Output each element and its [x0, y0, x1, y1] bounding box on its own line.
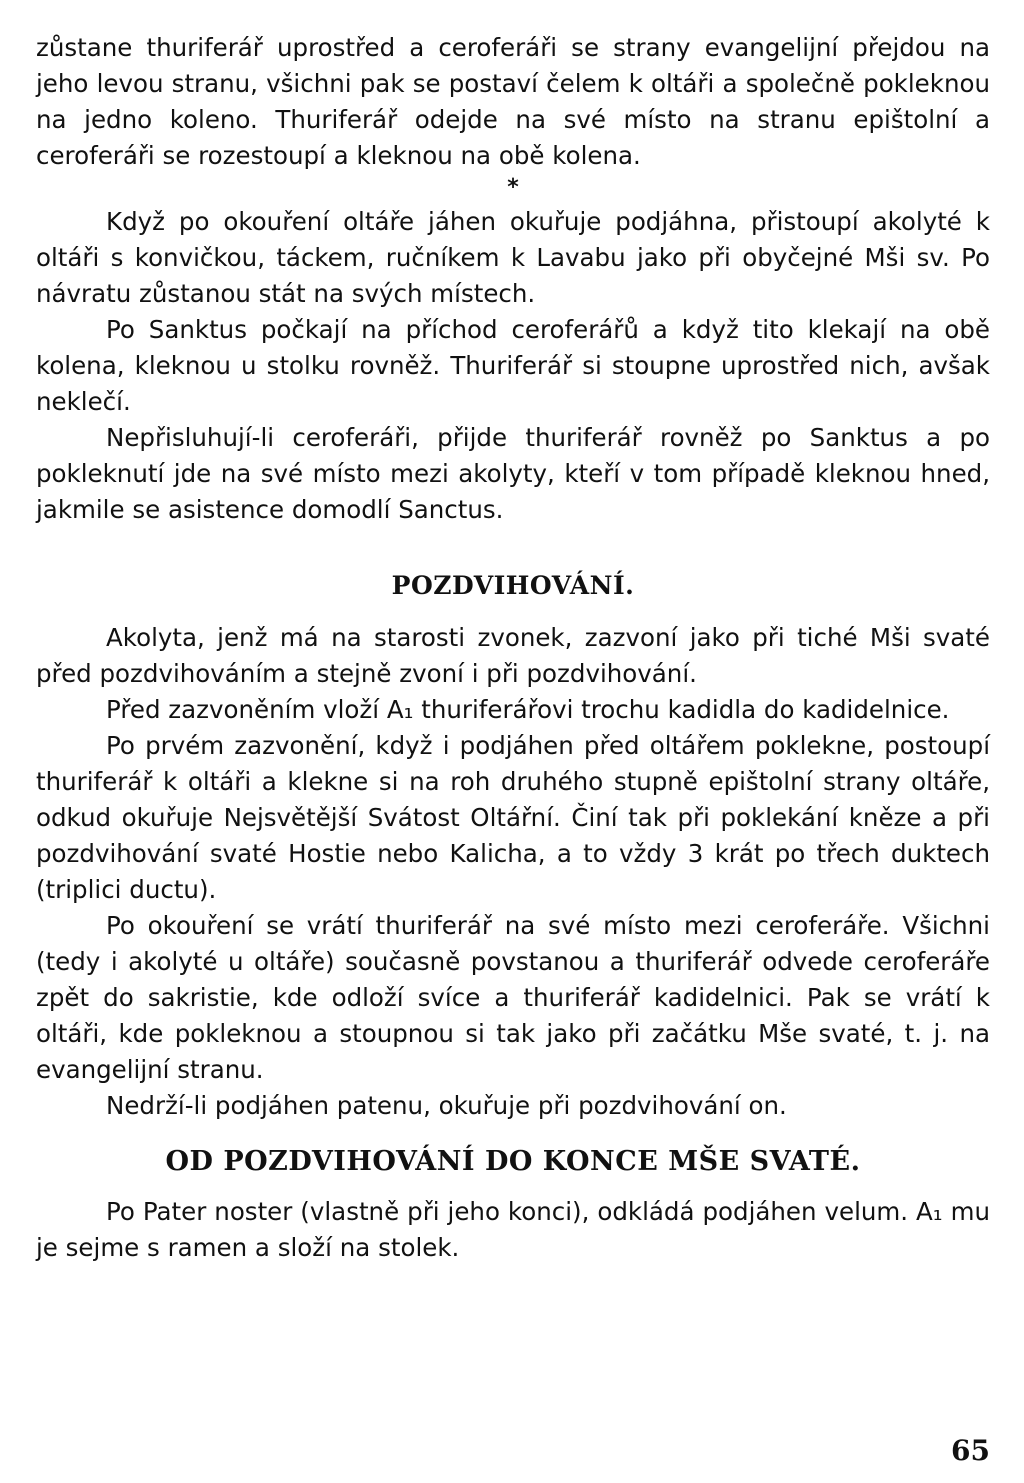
paragraph-paten: Nedrží-li podjáhen patenu, okuřuje při pozdvihování on.: [106, 1091, 787, 1120]
paragraph-incense: Před zazvoněním vloží A₁ thuriferářovi trochu kadidla do kadidelnice.: [106, 695, 950, 724]
paragraph-first-ring: Po prvém zazvonění, když i podjáhen před oltářem poklekne, postoupí thuriferář k oltáři a klekne si na roh druhého stupně epištolní strany oltáře, odkud okuřuje Nejsvětější Svátost Oltářní. Činí tak při poklekání kněze a při pozdvihování svaté Hostie nebo Kalicha, a to vždy 3 krát po třech duktech (triplici ductu).: [36, 731, 990, 904]
separator-asterisk: *: [507, 175, 519, 200]
paragraph-return: Po okouření se vrátí thuriferář na své místo mezi ceroferáře. Všichni (tedy i akolyté u oltáře) současně povstanou a thuriferář odvede ceroferáře zpět do sakristie, kde odloží svíce a thuriferář kadidelnici. Pak se vrátí k oltáři, kde pokleknou a stoupnou si tak jako při začátku Mše svaté, t. j. na evangelijní stranu.: [36, 911, 990, 1084]
page-number: 65: [951, 1434, 990, 1467]
section-heading-end-of-mass: OD POZDVIHOVÁNÍ DO KONCE MŠE SVATÉ.: [165, 1146, 861, 1177]
paragraph-continuation: zůstane thuriferář uprostřed a ceroferáři se strany evangelijní přejdou na jeho levou stranu, všichni pak se postaví čelem k oltáři a společně pokleknou na jedno koleno. Thuriferář odejde na své místo na stranu epištolní a ceroferáři se rozestoupí a kleknou na obě kolena.: [36, 33, 990, 170]
paragraph-sanktus: Po Sanktus počkají na příchod ceroferářů a když tito klekají na obě kolena, kleknou u stolku rovněž. Thuriferář si stoupne uprostřed nich, avšak neklečí.: [36, 315, 990, 416]
paragraph-pater-noster: Po Pater noster (vlastně při jeho konci), odkládá podjáhen velum. A₁ mu je sejme s ramen a složí na stolek.: [36, 1197, 990, 1262]
paragraph-bell: Akolyta, jenž má na starosti zvonek, zazvoní jako při tiché Mši svaté před pozdvihováním a stejně zvoní i při pozdvihování.: [36, 623, 990, 688]
paragraph-no-ceroferars: Nepřisluhují-li ceroferáři, přijde thuriferář rovněž po Sanktus a po pokleknutí jde na své místo mezi akolyty, kteří v tom případě kleknou hned, jakmile se asistence domodlí Sanctus.: [36, 423, 990, 524]
paragraph-lavabo: Když po okouření oltáře jáhen okuřuje podjáhna, přistoupí akolyté k oltáři s konvičkou, táckem, ručníkem k Lavabu jako při obyčejné Mši sv. Po návratu zůstanou stát na svých místech.: [36, 207, 990, 308]
page-body: [36, 30, 990, 1266]
section-heading-pozdvihovani: POZDVIHOVÁNÍ.: [391, 571, 635, 600]
